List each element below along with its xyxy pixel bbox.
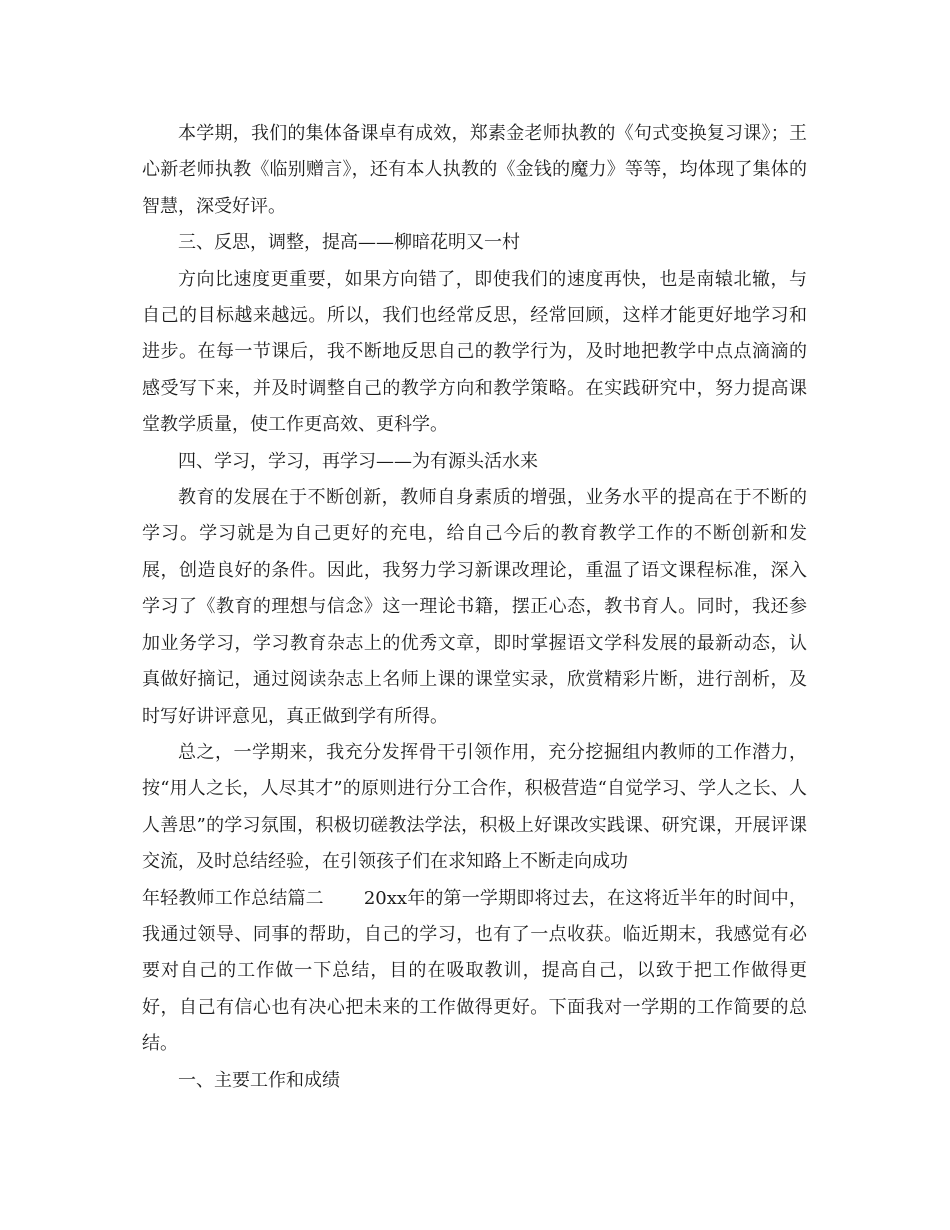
paragraph-reflection: 方向比速度更重要，如果方向错了，即使我们的速度再快，也是南辕北辙，与自己的目标越来越远。所以，我们也经常反思，经常回顾，这样才能更好地学习和进步。在每一节课后，我不断地反思自己的教学行为，及时地把教学中点点滴滴的感受写下来，并及时调整自己的教学方向和教学策略。在实践研究中，努力提高课堂教学质量，使工作更高效、更科学。 — [142, 268, 807, 436]
paragraph-study: 教育的发展在于不断创新，教师自身素质的增强，业务水平的提高在于不断的学习。学习就是为自己更好的充电，给自己今后的教育教学工作的不断创新和发展，创造良好的条件。因此，我努力学习新课改理论，重温了语文课程标准，深入学习了《教育的理想与信念》这一理论书籍，摆正心态，教书育人。同时，我还参加业务学习，学习教育杂志上的优秀文章，即时掌握语文学科发展的最新动态，认真做好摘记，通过阅读杂志上名师上课的课堂实录，欣赏精彩片断，进行剖析，及时写好讲评意见，真正做到学有所得。 — [142, 487, 807, 727]
paragraph-summary: 总之，一学期来，我充分发挥骨干引领作用，充分挖掘组内教师的工作潜力，按“用人之长，人尽其才”的原则进行分工合作，积极营造“自觉学习、学人之长、人人善思”的学习氛围，积极切磋教法学法，积极上好课改实践课、研究课，开展评课交流，及时总结经验，在引领孩子们在求知路上不断走向成功 — [142, 741, 807, 873]
section-heading-study: 四、学习，学习，再学习——为有源头活水来 — [178, 450, 538, 472]
document-body — [142, 116, 807, 1099]
section-heading-reflect: 三、反思，调整，提高——柳暗花明又一村 — [178, 232, 520, 254]
part-two-body: 20xx年的第一学期即将过去，在这将近半年的时间中，我通过领导、同事的帮助，自己的学习，也有了一点收获。临近期末，我感觉有必要对自己的工作做一下总结，目的在吸取教训，提高自己，以致于把工作做得更好，自己有信心也有决心把未来的工作做得更好。下面我对一学期的工作简要的总结。 — [142, 887, 807, 1055]
paragraph-part-two — [142, 881, 807, 1063]
paragraph-collective-lesson-prep: 本学期，我们的集体备课卓有成效，郑素金老师执教的《句式变换复习课》；王心新老师执教《临别赠言》，还有本人执教的《金钱的魔力》等等，均体现了集体的智慧，深受好评。 — [142, 123, 807, 217]
section-heading-main-work: 一、主要工作和成绩 — [178, 1069, 340, 1091]
part-two-title: 年轻教师工作总结篇二 — [142, 887, 324, 909]
